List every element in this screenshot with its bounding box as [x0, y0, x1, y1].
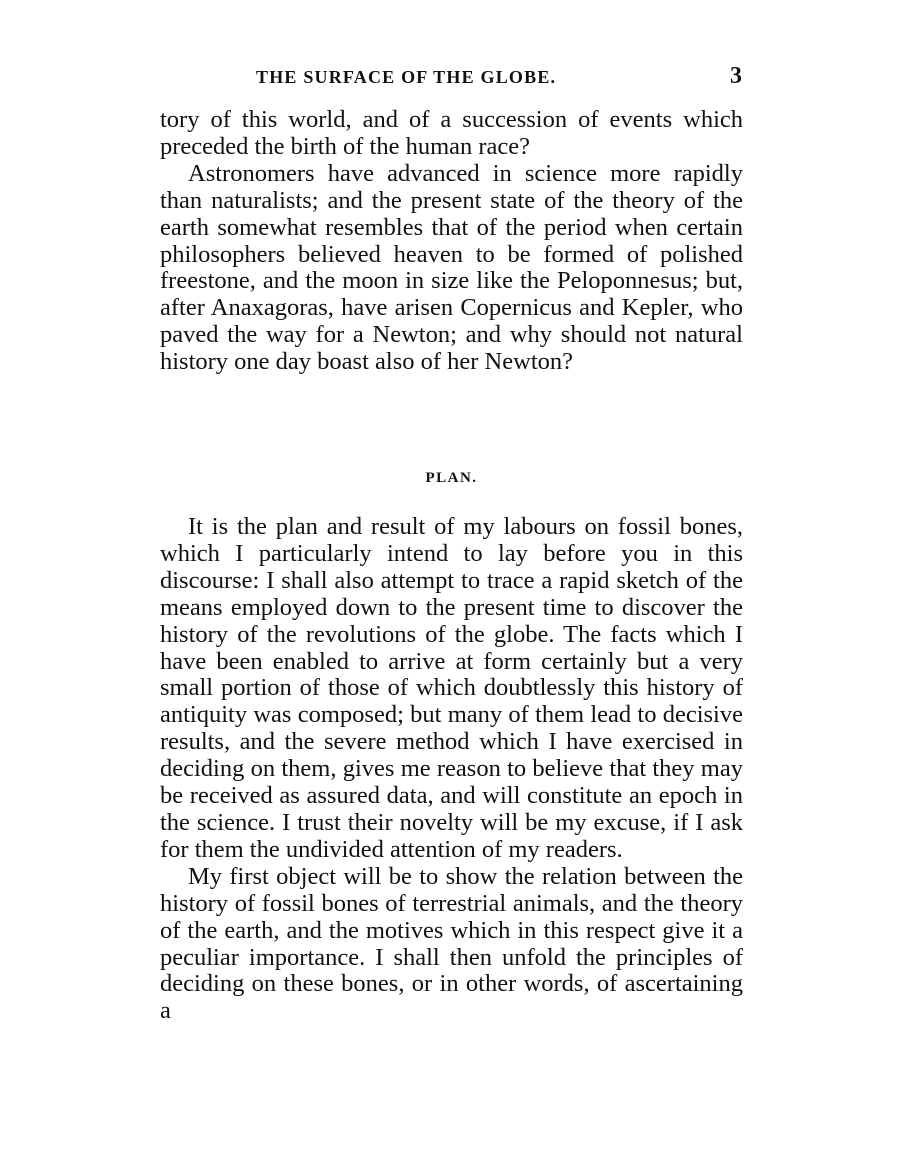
astronomers-paragraph: Astronomers have advanced in science more rapidly than naturalists; and the present state of the theory of the earth somewhat resembles that of the period when certain philosophers believed heaven to be formed of polished freestone, and the moon in size like the Peloponnesus; but, after Anaxagoras, have arisen Copernicus and Kepler, who paved the way for a Newton; and why should not natural history one day boast also of her Newton? — [160, 159, 743, 376]
running-title: THE SURFACE OF THE GLOBE. — [256, 67, 557, 87]
continued-text-block — [160, 107, 743, 376]
section-heading-plan: PLAN. — [425, 470, 478, 486]
plan-paragraph: It is the plan and result of my labours on fossil bones, which I particularly intend to lay before you in this discourse: I shall also attempt to trace a rapid sketch of the means employed down to the present time to discover the history of the revolutions of the globe. The facts which I have been enabled to arrive at form certainly but a very small portion of those of which doubtlessly this history of antiquity was composed; but many of them lead to decisive results, and the severe method which I have exercised in deciding on them, gives me reason to believe that they may be received as assured data, and will constitute an epoch in the science. I trust their novelty will be my excuse, if I ask for them the undivided attention of my readers. — [160, 513, 743, 863]
running-head — [160, 62, 742, 92]
page-number: 3 — [730, 63, 742, 89]
first-object-paragraph: My first object will be to show the relation between the history of fossil bones of terrestrial animals, and the theory of the earth, and the motives which in this respect give it a peculiar importance. I shall then unfold the principles of deciding on these bones, or in other words, of ascertaining a — [160, 862, 743, 1025]
continued-paragraph: tory of this world, and of a succession of events which preceded the birth of the human race? — [160, 106, 743, 160]
plan-text-block — [160, 514, 743, 1025]
